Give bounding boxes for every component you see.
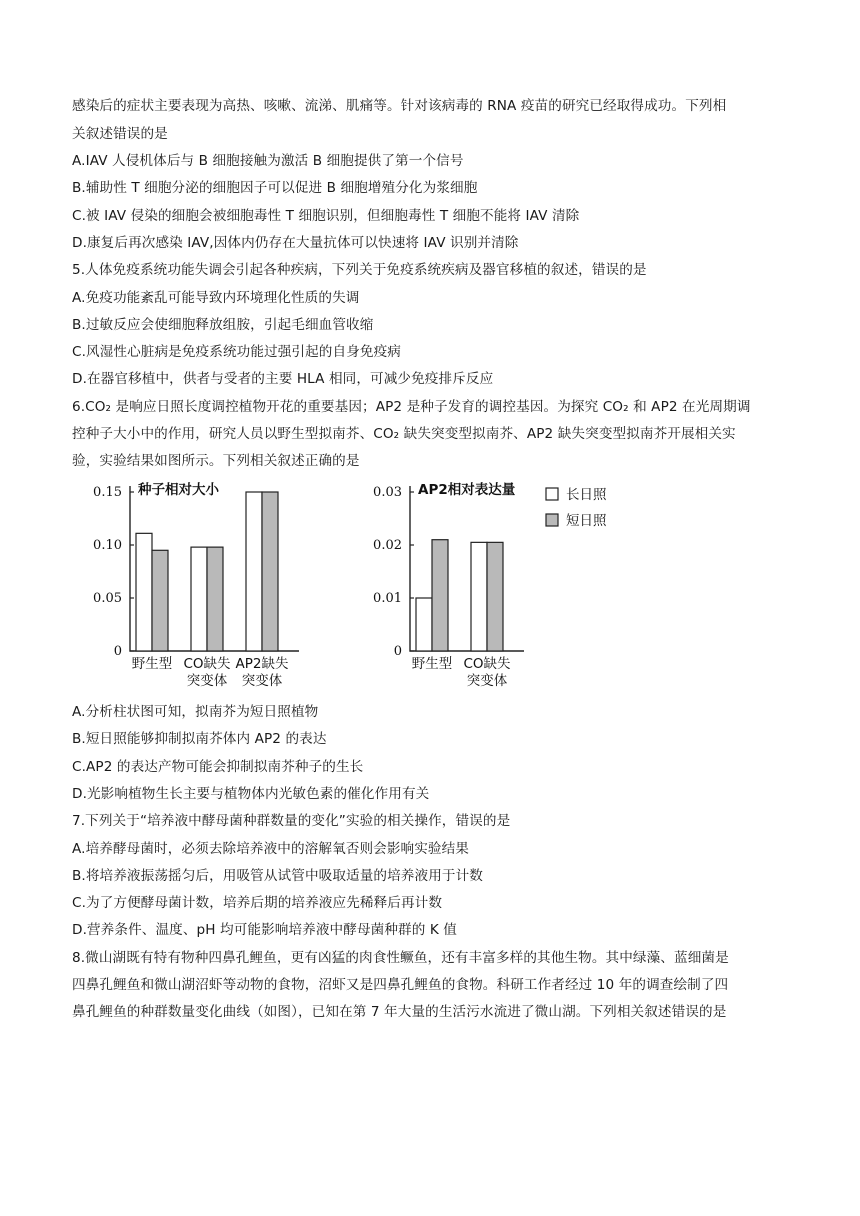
x-category-label: 突变体 — [241, 673, 283, 689]
q5-stem: 5.人体免疫系统功能失调会引起各种疾病，下列关于免疫系统疾病及器官移植的叙述，错误的是 — [72, 262, 647, 278]
x-category-label: AP2缺失 — [235, 656, 289, 672]
q5-option-b: B.过敏反应会使细胞释放组胺，引起毛细血管收缩 — [72, 317, 374, 333]
chart-title: AP2相对表达量 — [418, 482, 516, 498]
seed-size-bar-chart — [80, 470, 310, 695]
q7-option-d: D.营养条件、温度、pH 均可能影响培养液中酵母菌种群的 K 值 — [72, 922, 457, 938]
q6-stem-line-3: 验，实验结果如图所示。下列相关叙述正确的是 — [72, 453, 360, 469]
bar-short-day — [152, 550, 168, 651]
bar-long-day — [471, 542, 487, 651]
legend-swatch — [546, 514, 558, 526]
x-category-label: 突变体 — [186, 673, 228, 689]
y-tick-label: 0.01 — [373, 591, 402, 606]
y-tick-label: 0.05 — [93, 591, 122, 606]
legend-swatch — [546, 488, 558, 500]
q6-option-d: D.光影响植物生长主要与植物体内光敏色素的催化作用有关 — [72, 786, 430, 802]
q4-option-b: B.辅助性 T 细胞分泌的细胞因子可以促进 B 细胞增殖分化为浆细胞 — [72, 180, 478, 196]
q6-option-a: A.分析柱状图可知，拟南芥为短日照植物 — [72, 704, 319, 720]
bar-short-day — [262, 492, 278, 651]
ap2-expression-bar-chart — [360, 470, 620, 695]
q5-option-c: C.风湿性心脏病是免疫系统功能过强引起的自身免疫病 — [72, 344, 401, 360]
q8-stem-line-1: 8.微山湖既有特有物种四鼻孔鲤鱼，更有凶猛的肉食性鳜鱼，还有丰富多样的其他生物。其中绿藻、蓝细菌是 — [72, 950, 729, 966]
q7-stem: 7.下列关于“培养液中酵母菌种群数量的变化”实验的相关操作，错误的是 — [72, 813, 511, 829]
x-category-label: 野生型 — [411, 656, 453, 672]
bar-short-day — [487, 542, 503, 651]
y-tick-label: 0 — [393, 644, 402, 659]
q6-stem-line-2: 控种子大小中的作用，研究人员以野生型拟南芥、CO₂ 缺失突变型拟南芥、AP2 缺失突变型拟南芥开展相关实 — [72, 426, 736, 442]
q7-option-c: C.为了方便酵母菌计数，培养后期的培养液应先稀释后再计数 — [72, 895, 443, 911]
y-tick-label: 0.10 — [93, 538, 122, 553]
bar-long-day — [416, 598, 432, 651]
q7-option-b: B.将培养液振荡摇匀后，用吸管从试管中吸取适量的培养液用于计数 — [72, 868, 483, 884]
q5-option-d: D.在器官移植中，供者与受者的主要 HLA 相同，可减少免疫排斥反应 — [72, 371, 494, 387]
bar-short-day — [432, 540, 448, 651]
x-category-label: CO缺失 — [463, 656, 511, 672]
y-tick-label: 0 — [113, 644, 122, 659]
legend-label: 短日照 — [566, 513, 607, 529]
y-tick-label: 0.15 — [93, 485, 122, 500]
q6-option-b: B.短日照能够抑制拟南芥体内 AP2 的表达 — [72, 731, 327, 747]
q4-option-d: D.康复后再次感染 IAV,因体内仍存在大量抗体可以快速将 IAV 识别并清除 — [72, 235, 519, 251]
q6-option-c: C.AP2 的表达产物可能会抑制拟南芥种子的生长 — [72, 759, 364, 775]
bar-long-day — [246, 492, 262, 651]
q7-option-a: A.培养酵母菌时，必须去除培养液中的溶解氧否则会影响实验结果 — [72, 841, 470, 857]
q5-option-a: A.免疫功能紊乱可能导致内环境理化性质的失调 — [72, 290, 360, 306]
q6-stem-line-1: 6.CO₂ 是响应日照长度调控植物开花的重要基因；AP2 是种子发育的调控基因。为探究 CO₂ 和 AP2 在光周期调 — [72, 399, 751, 415]
x-category-label: 野生型 — [131, 656, 173, 672]
legend-label: 长日照 — [566, 487, 607, 503]
y-tick-label: 0.02 — [373, 538, 402, 553]
q8-stem-line-2: 四鼻孔鲤鱼和微山湖沼虾等动物的食物，沼虾又是四鼻孔鲤鱼的食物。科研工作者经过 10 年的调查绘制了四 — [72, 977, 729, 993]
chart-title: 种子相对大小 — [138, 482, 219, 498]
x-category-label: CO缺失 — [183, 656, 231, 672]
q4-option-c: C.被 IAV 侵染的细胞会被细胞毒性 T 细胞识别，但细胞毒性 T 细胞不能将 IAV 清除 — [72, 208, 580, 224]
q4-option-a: A.IAV 人侵机体后与 B 细胞接触为激活 B 细胞提供了第一个信号 — [72, 153, 464, 169]
bar-long-day — [191, 547, 207, 651]
intro-line-1: 感染后的症状主要表现为高热、咳嗽、流涕、肌痛等。针对该病毒的 RNA 疫苗的研究已经取得成功。下列相 — [72, 98, 727, 114]
bar-long-day — [136, 533, 152, 651]
intro-line-2: 关叙述错误的是 — [72, 126, 168, 142]
q8-stem-line-3: 鼻孔鲤鱼的种群数量变化曲线（如图），已知在第 7 年大量的生活污水流进了微山湖。下列相关叙述错误的是 — [72, 1004, 727, 1020]
y-tick-label: 0.03 — [373, 485, 402, 500]
x-category-label: 突变体 — [466, 673, 508, 689]
bar-short-day — [207, 547, 223, 651]
